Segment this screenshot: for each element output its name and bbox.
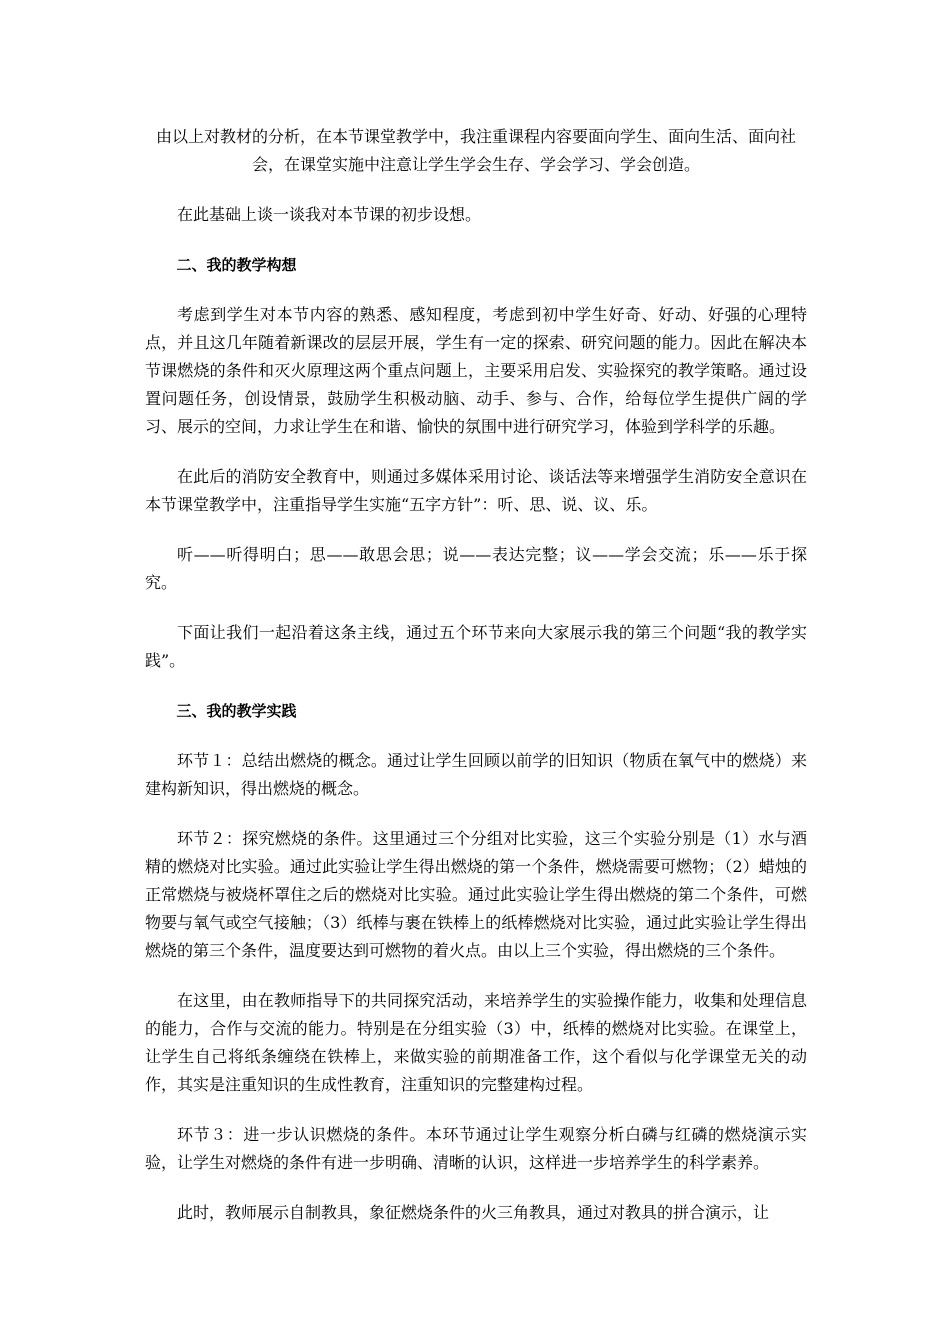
activity-paragraph: 在这里，由在教师指导下的共同探究活动，来培养学生的实验操作能力，收集和处理信息的能力，合作与交流的能力。特别是在分组实验（3）中，纸棒的燃烧对比实验。在课堂上，让学生自己将纸条缠绕在铁棒上，来做实验的前期准备工作，这个看似与化学课堂无关的动作，其实是注重知识的生成性教育，注重知识的完整建构过程。 [145,991,807,1094]
basis-paragraph: 在此基础上谈一谈我对本节课的初步设想。 [177,205,482,224]
step1-paragraph: 环节１：总结出燃烧的概念。通过让学生回顾以前学的旧知识（物质在氧气中的燃烧）来建构新知识，得出燃烧的概念。 [145,751,807,798]
section-heading-teaching-practice: 三、我的教学实践 [176,702,297,720]
section-heading-teaching-concept: 二、我的教学构想 [176,256,297,274]
concept-paragraph: 考虑到学生对本节内容的熟悉、感知程度，考虑到初中学生好奇、好动、好强的心理特点，并且这几年随着新课改的层层开展，学生有一定的探索、研究问题的能力。因此在解决本节课燃烧的条件和灭火原理这两个重点问题上，主要采用启发、实验探究的教学策略。通过设置问题任务，创设情景，鼓励学生积极动脑、动手、参与、合作，给每位学生提供广阔的学习、展示的空间，力求让学生在和谐、愉快的氛围中进行研究学习，体验到学科学的乐趣。 [145,305,807,436]
five-principles-paragraph: 听——听得明白；思——敢思会思；说——表达完整；议——学会交流；乐——乐于探究。 [145,545,807,592]
transition-paragraph: 下面让我们一起沿着这条主线，通过五个环节来向大家展示我的第三个问题“我的教学实践”。 [145,623,807,670]
intro-paragraph: 由以上对教材的分析，在本节课堂教学中，我注重课程内容要面向学生、面向生活、面向社会，在课堂实施中注意让学生学会生存、学会学习、学会创造。 [155,127,796,174]
step3-paragraph: 环节３：进一步认识燃烧的条件。本环节通过让学生观察分析白磷与红磷的燃烧演示实验，让学生对燃烧的条件有进一步明确、清晰的认识，这样进一步培养学生的科学素养。 [145,1125,807,1172]
teaching-aid-paragraph: 此时，教师展示自制教具，象征燃烧条件的火三角教具，通过对教具的拼合演示，让 [177,1203,770,1222]
step2-paragraph: 环节２：探究燃烧的条件。这里通过三个分组对比实验，这三个实验分别是（1）水与酒精的燃烧对比实验。通过此实验让学生得出燃烧的第一个条件，燃烧需要可燃物；（2）蜡烛的正常燃烧与被烧杯罩住之后的燃烧对比实验。通过此实验让学生得出燃烧的第二个条件，可燃物要与氧气或空气接触；（3）纸棒与裹在铁棒上的纸棒燃烧对比实验，通过此实验让学生得出燃烧的第三个条件，温度要达到可燃物的着火点。由以上三个实验，得出燃烧的三个条件。 [145,829,807,960]
document-body [145,123,807,1227]
fire-safety-paragraph: 在此后的消防安全教育中，则通过多媒体采用讨论、谈话法等来增强学生消防安全意识在本节课堂教学中，注重指导学生实施“五字方针”：听、思、说、议、乐。 [145,467,807,514]
